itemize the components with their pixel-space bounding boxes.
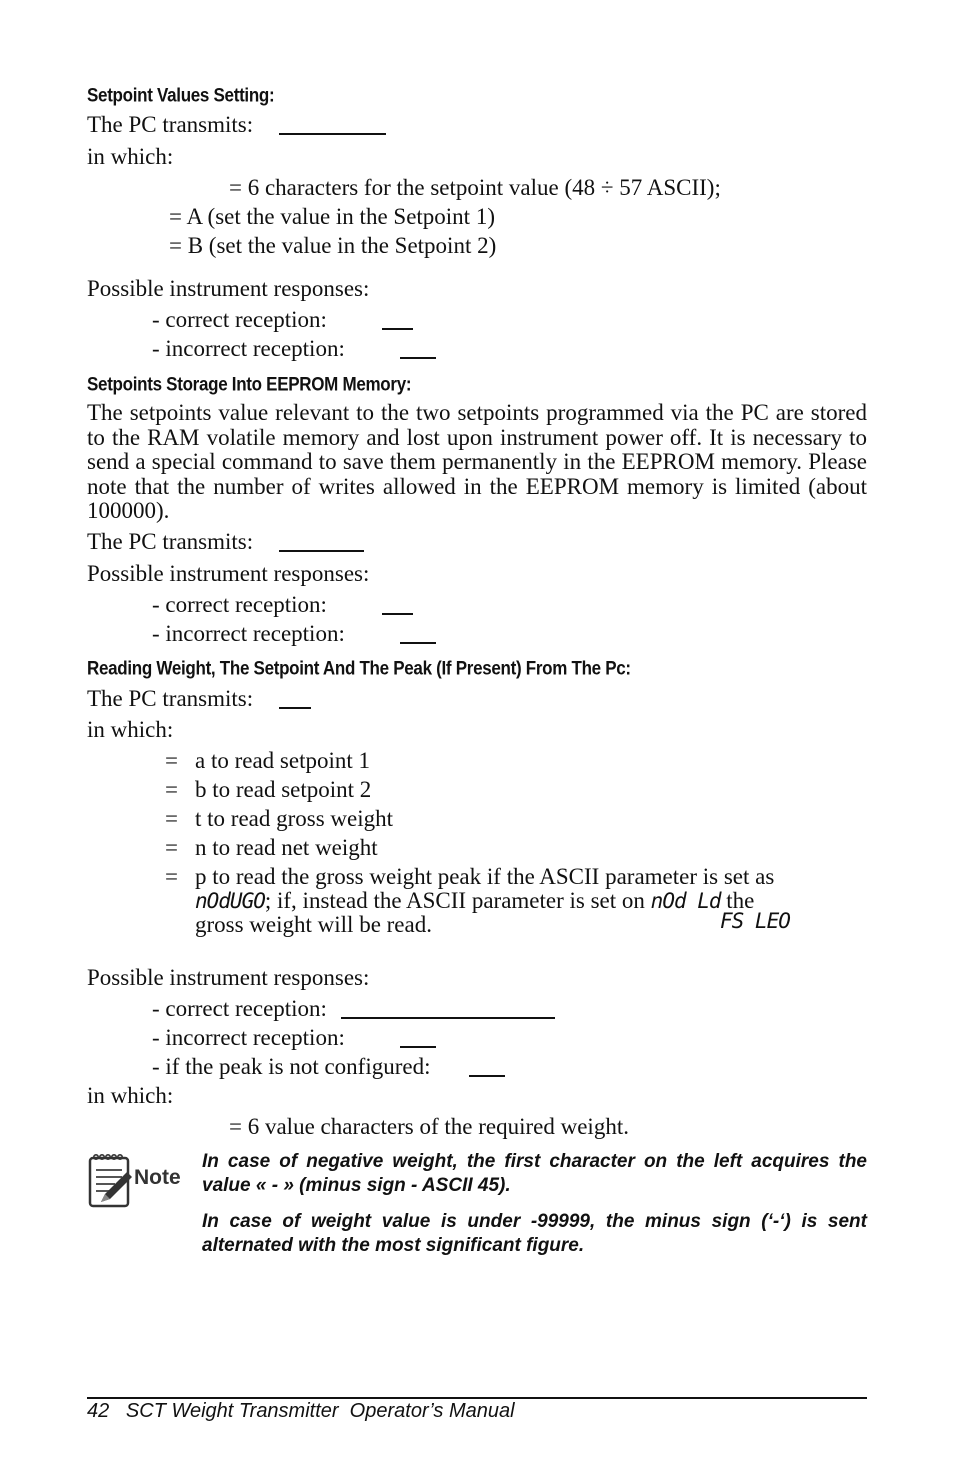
note-callout <box>87 1152 197 1212</box>
reading-item: n to read net weight <box>195 835 378 860</box>
response-blank <box>400 1046 436 1048</box>
lcd-display-text: nOd Ld <box>650 889 721 913</box>
in-which-label: in which: <box>87 717 174 742</box>
equals-sign: = <box>165 864 178 889</box>
response-blank <box>400 642 436 644</box>
section-heading-eeprom: Setpoints Storage Into EEPROM Memory: <box>87 373 412 395</box>
pc-transmits-label: The PC transmits: <box>87 686 254 711</box>
correct-reception-label: - correct reception: <box>152 592 327 617</box>
incorrect-reception-label: - incorrect reception: <box>152 336 345 361</box>
responses-label: Possible instrument responses: <box>87 276 370 301</box>
note-paragraph: In case of negative weight, the first character on the left acquires the value « - » (minus sign - ASCII 45). <box>202 1151 867 1196</box>
peak-line2-end: the <box>726 888 755 913</box>
reading-item: b to read setpoint 2 <box>195 777 372 802</box>
setpoint-item: = B (set the value in the Setpoint 2) <box>169 233 497 258</box>
manual-title: SCT Weight Transmitter Operator’s Manual <box>125 1400 515 1422</box>
reading-item: t to read gross weight <box>195 806 394 831</box>
equals-sign: = <box>165 835 178 860</box>
page-number: 42 <box>87 1400 110 1422</box>
eeprom-paragraph: The setpoints value relevant to the two setpoints programmed via the PC are stored to the RAM volatile memory and lost upon instrument power off. It is necessary to send a special command to save them permanently in the EEPROM memory. Please note that the number of writes allowed in the EEPROM memory is limited (about 100000). <box>87 400 867 523</box>
peak-line2-text: ; if, instead the ASCII parameter is set on <box>264 888 645 913</box>
page-footer <box>87 1400 515 1423</box>
peak-item-line2 <box>195 888 754 914</box>
correct-reception-label: - correct reception: <box>152 307 327 332</box>
reading-item: a to read setpoint 1 <box>195 748 371 773</box>
in-which-label: in which: <box>87 144 174 169</box>
incorrect-reception-label: - incorrect reception: <box>152 621 345 646</box>
responses-label: Possible instrument responses: <box>87 561 370 586</box>
value-description: = 6 value characters of the required weight. <box>229 1114 629 1139</box>
lcd-display-text: nOdUGO <box>195 889 265 913</box>
setpoint-item: = 6 characters for the setpoint value (48 ÷ 57 ASCII); <box>229 175 721 200</box>
in-which-label: in which: <box>87 1083 174 1108</box>
peak-not-configured-label: - if the peak is not configured: <box>152 1054 431 1079</box>
lcd-display-text: FS LEO <box>720 909 790 933</box>
notepad-pencil-icon <box>87 1152 133 1210</box>
correct-reception-label: - correct reception: <box>152 996 327 1021</box>
response-blank <box>341 1017 555 1019</box>
equals-sign: = <box>165 777 178 802</box>
command-blank <box>279 707 311 709</box>
note-paragraph: In case of weight value is under -99999, the minus sign (‘-‘) is sent alternated with the most significant figure. <box>202 1211 867 1256</box>
response-blank <box>469 1075 505 1077</box>
response-blank <box>382 613 413 615</box>
response-blank <box>382 328 413 330</box>
pc-transmits-label: The PC transmits: <box>87 112 254 137</box>
pc-transmits-label: The PC transmits: <box>87 529 254 554</box>
peak-item-line3: gross weight will be read. <box>195 912 432 937</box>
setpoint-item: = A (set the value in the Setpoint 1) <box>169 204 495 229</box>
note-label: Note <box>134 1166 181 1189</box>
equals-sign: = <box>165 806 178 831</box>
equals-sign: = <box>165 748 178 773</box>
command-blank <box>279 550 364 552</box>
section-heading-setpoint-values: Setpoint Values Setting: <box>87 84 275 106</box>
peak-item-line1: p to read the gross weight peak if the ASCII parameter is set as <box>195 864 775 889</box>
command-blank <box>279 133 386 135</box>
section-heading-reading: Reading Weight, The Setpoint And The Peak (If Present) From The Pc: <box>87 657 631 679</box>
incorrect-reception-label: - incorrect reception: <box>152 1025 345 1050</box>
responses-label: Possible instrument responses: <box>87 965 370 990</box>
response-blank <box>400 357 436 359</box>
footer-divider <box>87 1397 867 1399</box>
